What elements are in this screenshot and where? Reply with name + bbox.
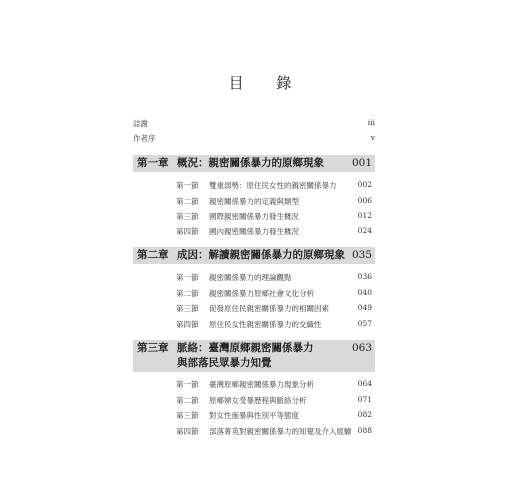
section-title: 親密關係暴力的定義與類型 (209, 197, 299, 206)
section-page: 024 (357, 226, 372, 235)
chapter-number: 第二章 (137, 249, 169, 261)
section-title: 國際親密關係暴力發生概況 (209, 212, 299, 221)
section-number: 第三節 (176, 304, 199, 313)
chapter-page: 035 (351, 249, 372, 261)
section-page: 071 (357, 395, 372, 404)
section-title: 原鄉婦女受暴歷程與脈絡分析 (209, 396, 307, 405)
page-title: 目 錄 (228, 74, 306, 92)
section-page: 012 (357, 211, 372, 220)
chapter-title-line2: 與部落民眾暴力知覺 (177, 357, 272, 369)
front-matter-item[interactable] (133, 118, 375, 129)
section-number: 第一節 (176, 380, 199, 389)
front-matter-label: 誌謝 (133, 119, 148, 128)
section-page: 082 (357, 410, 372, 419)
front-matter-page: iii (367, 118, 375, 127)
section-page: 040 (357, 288, 372, 297)
section-title: 親密關係暴力的理論觀點 (209, 273, 292, 282)
front-matter-item[interactable] (133, 133, 375, 144)
section-number: 第四節 (176, 427, 199, 436)
chapter-heading[interactable] (133, 247, 375, 264)
section-number: 第三節 (176, 411, 199, 420)
section-title: 部落菁英對親密關係暴力的知覺及介入經驗 (209, 427, 352, 436)
chapter-page: 063 (351, 342, 372, 354)
chapter-heading[interactable] (133, 155, 375, 172)
chapter-number: 第一章 (137, 157, 169, 169)
section-number: 第四節 (176, 227, 199, 236)
section-title: 親密關係暴力原鄉社會文化分析 (209, 289, 314, 298)
front-matter-label: 作者序 (133, 134, 156, 143)
section-page: 049 (357, 303, 372, 312)
section-number: 第四節 (176, 320, 199, 329)
chapter-heading[interactable] (133, 340, 375, 372)
front-matter-page: v (370, 133, 375, 142)
section-title: 促發原住民親密關係暴力的相關因素 (209, 304, 329, 313)
section-page: 002 (357, 180, 372, 189)
section-number: 第三節 (176, 212, 199, 221)
section-number: 第一節 (176, 181, 199, 190)
chapter-page: 001 (351, 157, 372, 169)
section-number: 第二節 (176, 197, 199, 206)
section-title: 原住民女性親密關係暴力的交織性 (209, 320, 322, 329)
chapter-title: 概況：親密關係暴力的原鄉現象 (177, 157, 324, 169)
chapter-number: 第三章 (137, 342, 169, 354)
section-page: 006 (357, 196, 372, 205)
section-title: 雙重弱勢：原住民女性的親密關係暴力 (209, 181, 337, 190)
section-title: 對女性施暴與性別平等態度 (209, 411, 299, 420)
section-page: 064 (357, 379, 372, 388)
section-page: 088 (357, 426, 372, 435)
chapter-title: 脈絡：臺灣原鄉親密關係暴力 (177, 342, 314, 354)
section-number: 第二節 (176, 396, 199, 405)
section-number: 第一節 (176, 273, 199, 282)
section-number: 第二節 (176, 289, 199, 298)
chapter-title: 成因：解讀親密關係暴力的原鄉現象 (177, 249, 345, 261)
section-title: 臺灣原鄉親密關係暴力現象分析 (209, 380, 314, 389)
section-page: 057 (357, 319, 372, 328)
section-title: 國內親密關係暴力發生概況 (209, 227, 299, 236)
section-page: 036 (357, 272, 372, 281)
